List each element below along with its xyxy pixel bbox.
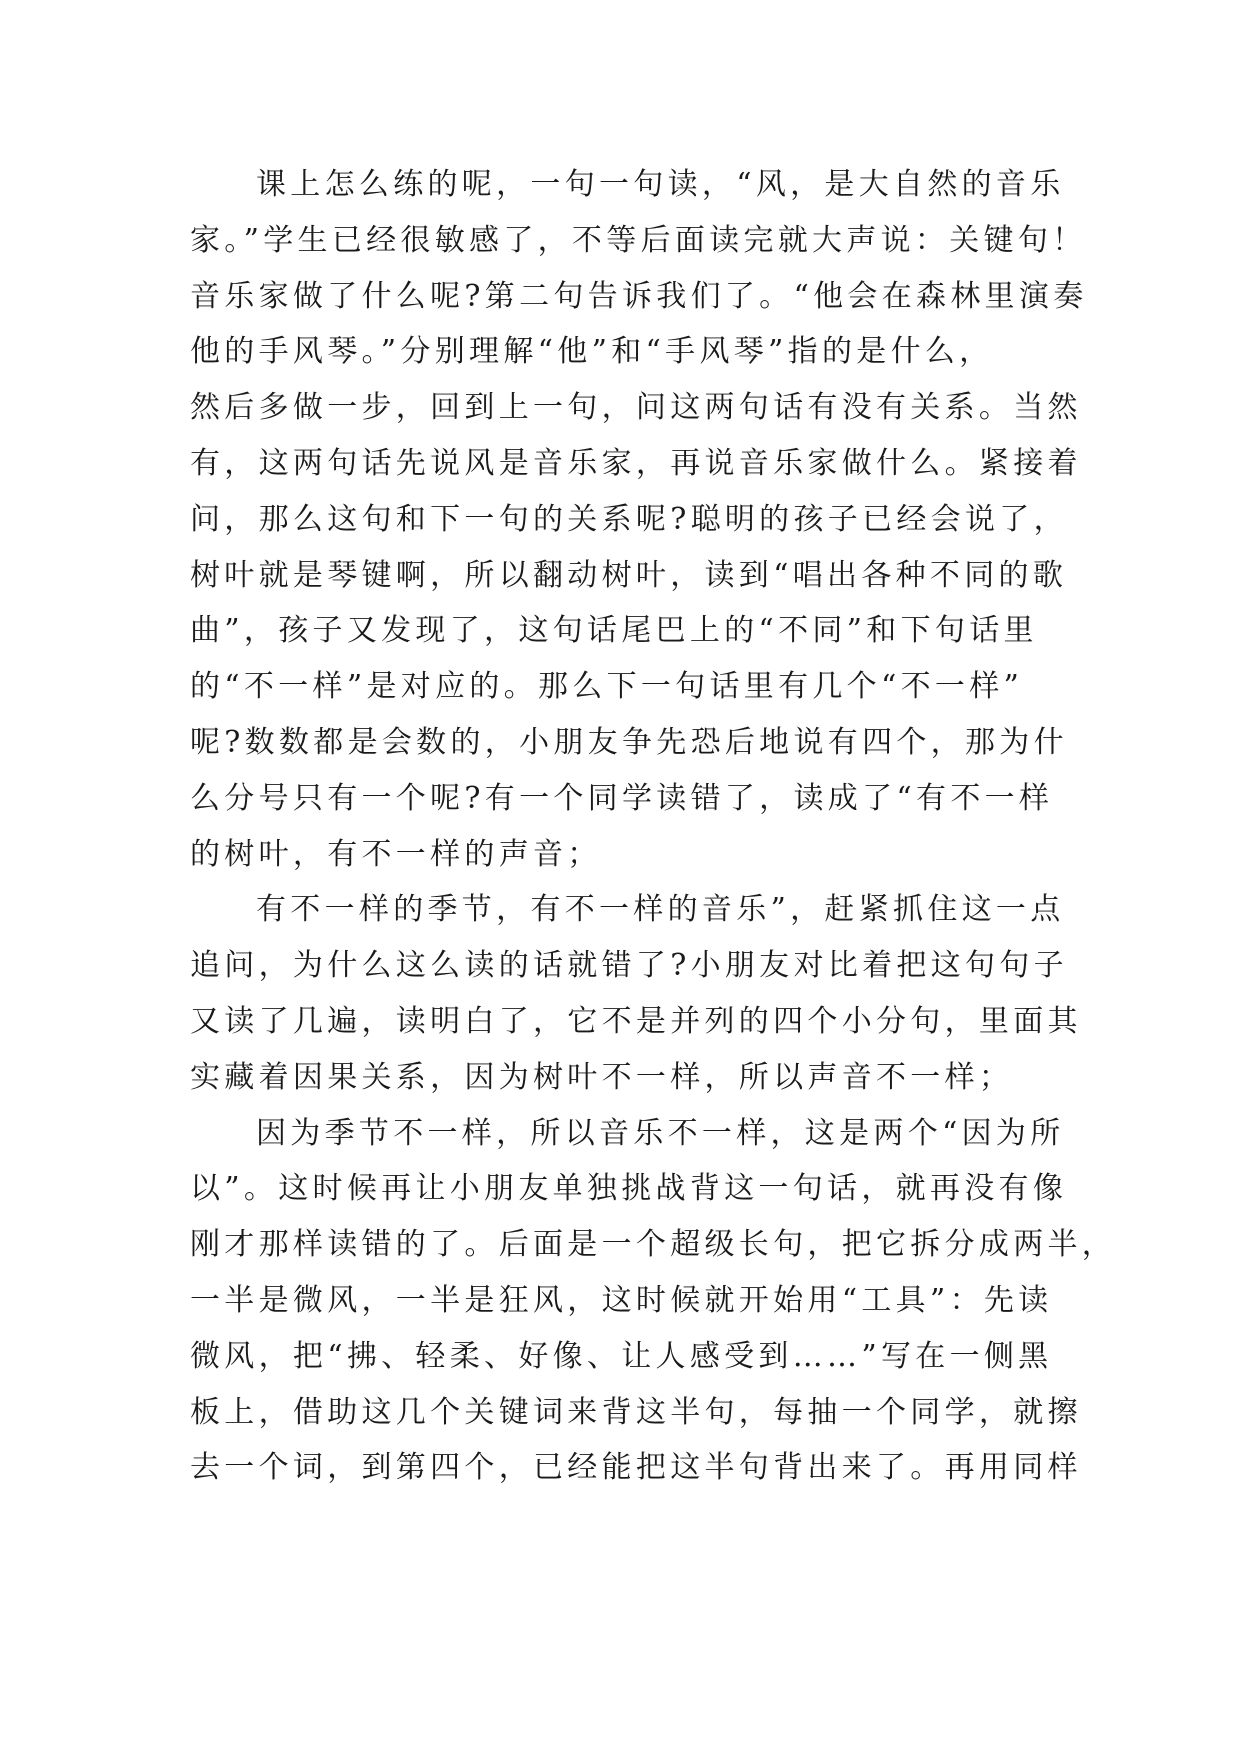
text-line: 么分号只有一个呢?有一个同学读错了，读成了“有不一样 bbox=[190, 780, 1054, 816]
text-line: 树叶就是琴键啊，所以翻动树叶，读到“唱出各种不同的歌 bbox=[190, 557, 1068, 593]
text-line: 刚才那样读错的了。后面是一个超级长句，把它拆分成两半， bbox=[190, 1227, 1117, 1263]
text-line: 追问，为什么这么读的话就错了?小朋友对比着把这句句子 bbox=[190, 948, 1068, 984]
text-line: 板上，借助这几个关键词来背这半句，每抽一个同学，就擦 bbox=[190, 1394, 1082, 1430]
text-line: 微风，把“拂、轻柔、好像、让人感受到……”写在一侧黑 bbox=[190, 1338, 1053, 1374]
text-line: 因为季节不一样，所以音乐不一样，这是两个“因为所 bbox=[256, 1115, 1065, 1151]
text-line: 去一个词，到第四个，已经能把这半句背出来了。再用同样 bbox=[190, 1450, 1082, 1486]
text-line: 又读了几遍，读明白了，它不是并列的四个小分句，里面其 bbox=[190, 1003, 1082, 1039]
body-text bbox=[190, 157, 1117, 1496]
text-line: 他的手风琴。”分别理解“他”和“手风琴”指的是什么， bbox=[190, 334, 994, 370]
text-line: 的树叶，有不一样的声音； bbox=[190, 836, 602, 872]
text-line: 实藏着因果关系，因为树叶不一样，所以声音不一样； bbox=[190, 1059, 1014, 1095]
text-line: 音乐家做了什么呢?第二句告诉我们了。“他会在森林里演奏 bbox=[190, 278, 1088, 314]
text-line: 呢?数数都是会数的，小朋友争先恐后地说有四个，那为什 bbox=[190, 724, 1068, 760]
text-line: 曲”，孩子又发现了，这句话尾巴上的“不同”和下句话里 bbox=[190, 613, 1038, 649]
text-line: 课上怎么练的呢，一句一句读，“风，是大自然的音乐 bbox=[256, 167, 1065, 202]
text-line: 的“不一样”是对应的。那么下一句话里有几个“不一样” bbox=[190, 669, 1024, 705]
text-line: 然后多做一步，回到上一句，问这两句话有没有关系。当然 bbox=[190, 390, 1082, 426]
text-line: 问，那么这句和下一句的关系呢?聪明的孩子已经会说了， bbox=[190, 501, 1068, 537]
text-line: 一半是微风，一半是狂风，这时候就开始用“工具”：先读 bbox=[190, 1282, 1053, 1318]
text-line: 以”。这时候再让小朋友单独挑战背这一句话，就再没有像 bbox=[190, 1171, 1068, 1207]
text-line: 家。”学生已经很敏感了，不等后面读完就大声说：关键句！ bbox=[190, 222, 1087, 258]
text-line: 有，这两句话先说风是音乐家，再说音乐家做什么。紧接着 bbox=[190, 445, 1082, 481]
text-line: 有不一样的季节，有不一样的音乐”，赶紧抓住这一点 bbox=[256, 892, 1065, 928]
